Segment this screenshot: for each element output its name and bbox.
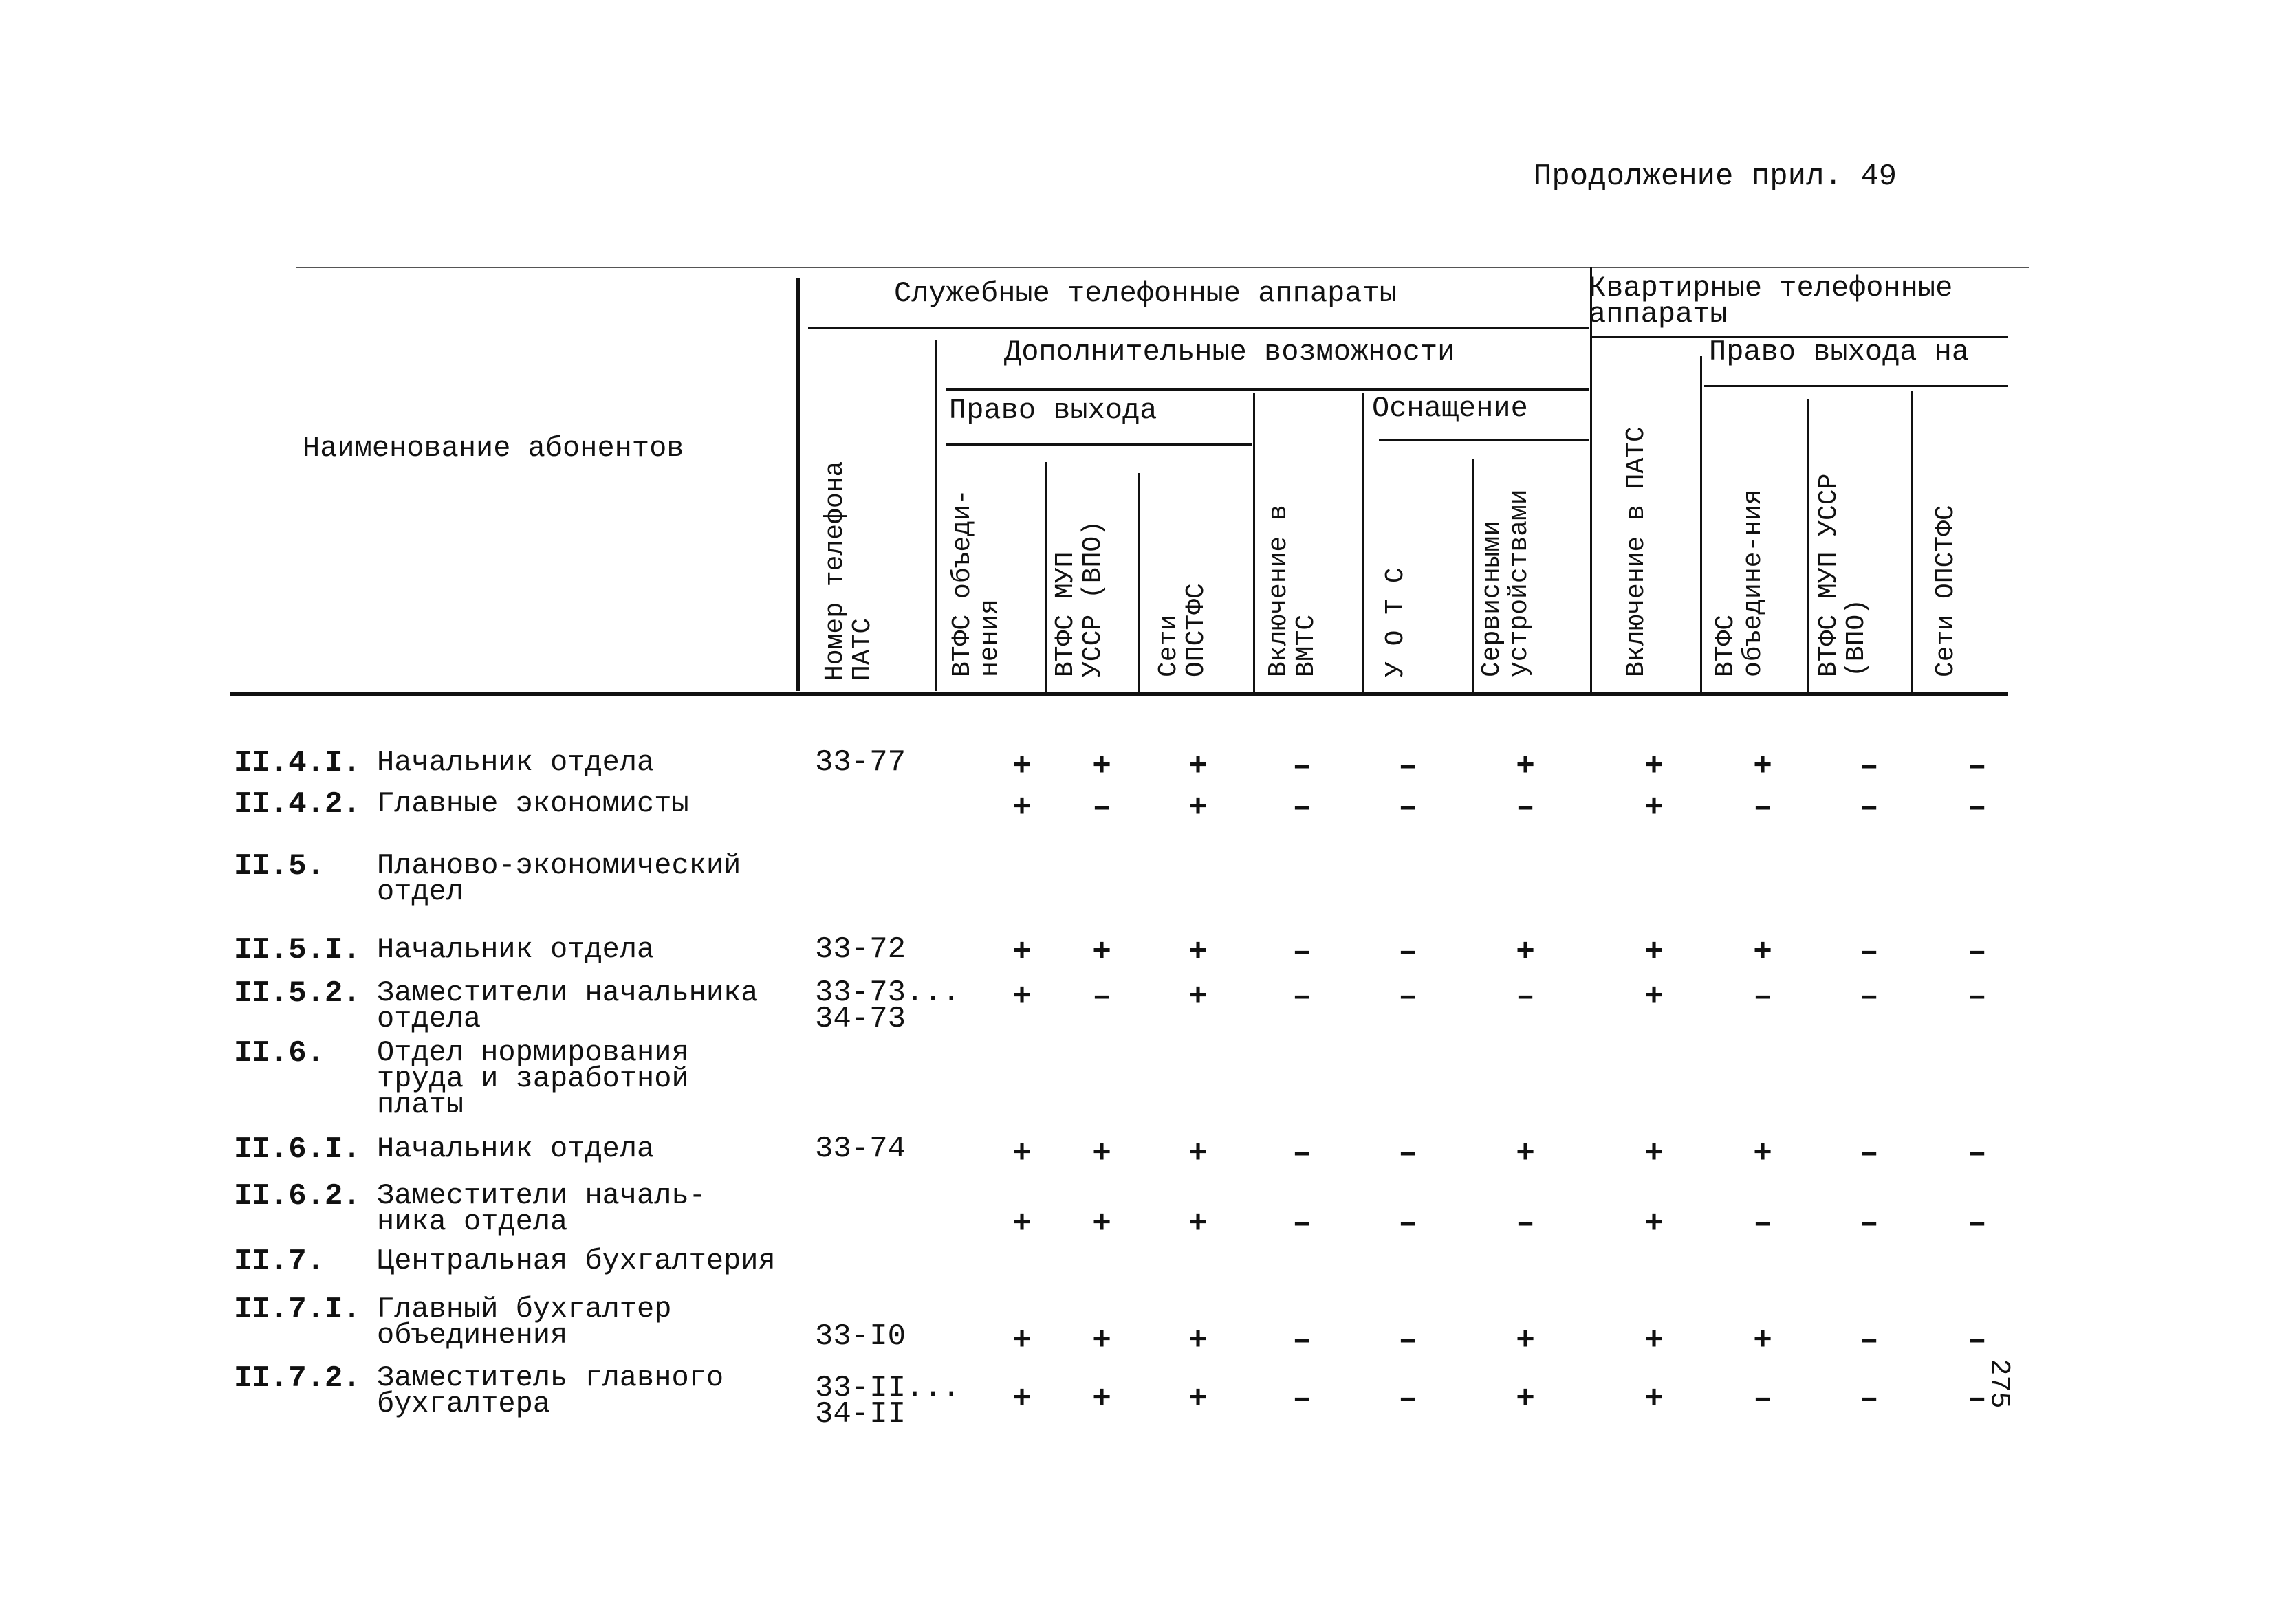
row-mark: – [1398,934,1417,970]
header-bottom-line [230,692,2008,696]
row-mark: – [1753,979,1772,1015]
row-mark: – [1092,790,1111,826]
row-mark: + [1092,1206,1111,1242]
row-mark: – [1968,1206,1987,1242]
row-mark: + [1644,1136,1664,1172]
row-mark: – [1860,979,1879,1015]
row-mark: – [1292,1206,1311,1242]
divider-btfs-service [1045,462,1047,692]
col-btfs-mug-service-label: ВТФС МУП УССР (ВПО) [1051,520,1108,677]
row-mark: – [1753,1381,1772,1417]
row-mark: + [1644,1323,1664,1359]
row-mark: + [1188,1381,1208,1417]
row-name: Отдел нормирования труда и заработной платы [377,1036,689,1121]
row-mark: – [1292,1323,1311,1359]
row-mark: + [1644,749,1664,784]
row-mark: – [1292,790,1311,826]
row-mark: – [1516,1206,1535,1242]
row-mark: + [1092,1136,1111,1172]
row-mark: + [1092,1381,1111,1417]
row-name: Планово-экономический отдел [377,849,741,908]
row-mark: + [1012,1381,1032,1417]
divider-btfs-mug-apartment [1911,391,1913,693]
col-pats-label: Включение в ПАТС [1622,426,1651,677]
row-mark: + [1753,934,1772,970]
divider-name-col [796,278,800,691]
header-name-col: Наименование абонентов [303,432,684,465]
row-mark: + [1012,1136,1032,1172]
divider-btfs-apartment [1807,399,1809,693]
line-under-additional [946,388,1589,391]
row-name: Заместитель главного бухгалтера [377,1361,724,1420]
line-under-service-group [808,327,1589,329]
col-service-devices-label: Сервисными устройствами [1477,489,1534,677]
row-mark: – [1292,1381,1311,1417]
row-phone: 33-II... 34-II [815,1371,961,1431]
row-number: II.6.I. [234,1132,361,1167]
row-mark: + [1188,1323,1208,1359]
row-number: II.7. [234,1244,325,1279]
row-name: Начальник отдела [377,746,655,779]
divider-phone-col [935,340,937,691]
header-exit-right-service: Право выхода [949,394,1157,427]
row-name: Заместители начальника отдела [377,976,759,1035]
row-mark: – [1292,1136,1311,1172]
col-phone-label: Номер телефона ПАТС [820,461,878,681]
row-mark: – [1968,1381,1987,1417]
row-name: Заместители началь- ника отдела [377,1179,706,1238]
row-number: II.6. [234,1036,325,1071]
header-exit-right-apartment: Право выхода на [1709,336,1970,369]
row-phone: 33-72 [815,932,906,967]
col-net-service-label: Сети ОПСТФС [1154,583,1211,677]
row-mark: – [1968,934,1987,970]
appendix-number: 49 [1860,160,1897,194]
divider-btfs-mug-service [1138,473,1140,693]
row-phone: 33-77 [815,745,906,780]
col-btfs-apartment-label: ВТФС объедине-ния [1711,489,1768,677]
row-name: Начальник отдела [377,933,655,966]
header-apartment-group: Квартирные телефонные аппараты [1589,272,1953,331]
row-phone: 33-73... 34-73 [815,976,961,1036]
row-mark: + [1644,979,1664,1015]
row-mark: + [1516,749,1535,784]
row-phone: 33-74 [815,1132,906,1166]
row-number: II.7.2. [234,1361,361,1396]
side-page-number: 275 [1983,1359,2014,1409]
row-mark: – [1292,979,1311,1015]
row-mark: + [1188,1206,1208,1242]
row-mark: + [1092,749,1111,784]
row-number: II.7.I. [234,1293,361,1327]
row-mark: – [1860,1206,1879,1242]
row-mark: + [1188,790,1208,826]
row-mark: – [1968,1136,1987,1172]
row-name: Главный бухгалтер объединения [377,1293,672,1352]
row-mark: – [1968,979,1987,1015]
row-mark: + [1644,1381,1664,1417]
row-mark: + [1188,934,1208,970]
header-equipment: Оснащение [1372,392,1528,425]
col-btfs-service-label: ВТФС объеди-нения [948,489,1005,677]
row-mark: + [1644,790,1664,826]
row-mark: – [1398,1323,1417,1359]
row-mark: – [1398,1206,1417,1242]
line-under-exit-apartment [1704,385,2008,387]
col-yots-label: У О Т С [1381,567,1411,677]
row-mark: + [1012,1206,1032,1242]
row-mark: – [1860,749,1879,784]
row-mark: – [1860,934,1879,970]
row-number: II.5.2. [234,976,361,1011]
continuation-text: Продолжение прил. [1534,160,1842,194]
header-top-line [296,267,2029,268]
header-additional: Дополнительные возможности [1004,336,1455,369]
row-mark: + [1188,1136,1208,1172]
row-mark: – [1860,790,1879,826]
row-mark: – [1860,1323,1879,1359]
divider-apartment-group [1590,267,1592,693]
header-service-group: Служебные телефонные аппараты [894,277,1397,310]
row-mark: + [1012,1323,1032,1359]
row-mark: + [1012,979,1032,1015]
line-under-equipment [1379,439,1589,441]
row-name: Начальник отдела [377,1132,655,1165]
row-mark: + [1188,979,1208,1015]
continuation-label [1534,162,1897,192]
row-mark: – [1516,790,1535,826]
row-mark: + [1516,1136,1535,1172]
row-number: II.5.I. [234,933,361,967]
row-number: II.4.I. [234,746,361,780]
row-mark: – [1292,934,1311,970]
row-mark: – [1968,790,1987,826]
row-mark: + [1516,934,1535,970]
row-mark: – [1968,1323,1987,1359]
row-mark: – [1398,790,1417,826]
divider-equipment [1362,393,1364,692]
row-mark: + [1012,790,1032,826]
row-name: Главные экономисты [377,787,689,820]
divider-vmts-col [1253,393,1255,692]
row-mark: + [1644,934,1664,970]
row-mark: – [1968,749,1987,784]
row-mark: – [1398,1381,1417,1417]
row-mark: + [1753,749,1772,784]
row-number: II.6.2. [234,1179,361,1214]
row-mark: + [1188,749,1208,784]
row-mark: + [1516,1381,1535,1417]
row-mark: – [1398,979,1417,1015]
row-phone: 33-I0 [815,1319,906,1354]
row-mark: – [1516,979,1535,1015]
row-mark: – [1092,979,1111,1015]
row-mark: + [1012,934,1032,970]
row-mark: – [1753,790,1772,826]
row-mark: + [1092,1323,1111,1359]
row-name: Центральная бухгалтерия [377,1244,776,1277]
divider-pats-col [1700,356,1702,692]
row-number: II.4.2. [234,787,361,822]
row-mark: + [1753,1323,1772,1359]
row-mark: – [1753,1206,1772,1242]
row-mark: – [1398,749,1417,784]
line-under-exit-service [946,443,1252,446]
row-mark: – [1292,749,1311,784]
col-btfs-mug-apartment-label: ВТФС МУП УССР (ВПО) [1814,473,1871,677]
col-vmts-label: Включение в ВМТС [1264,505,1321,677]
row-mark: + [1092,934,1111,970]
col-net-apartment-label: Сети ОПСТФС [1931,505,1961,677]
row-mark: – [1860,1381,1879,1417]
row-number: II.5. [234,849,325,884]
row-mark: + [1644,1206,1664,1242]
row-mark: + [1753,1136,1772,1172]
row-mark: – [1398,1136,1417,1172]
row-mark: + [1516,1323,1535,1359]
divider-yots [1472,459,1474,693]
row-mark: + [1012,749,1032,784]
row-mark: – [1860,1136,1879,1172]
